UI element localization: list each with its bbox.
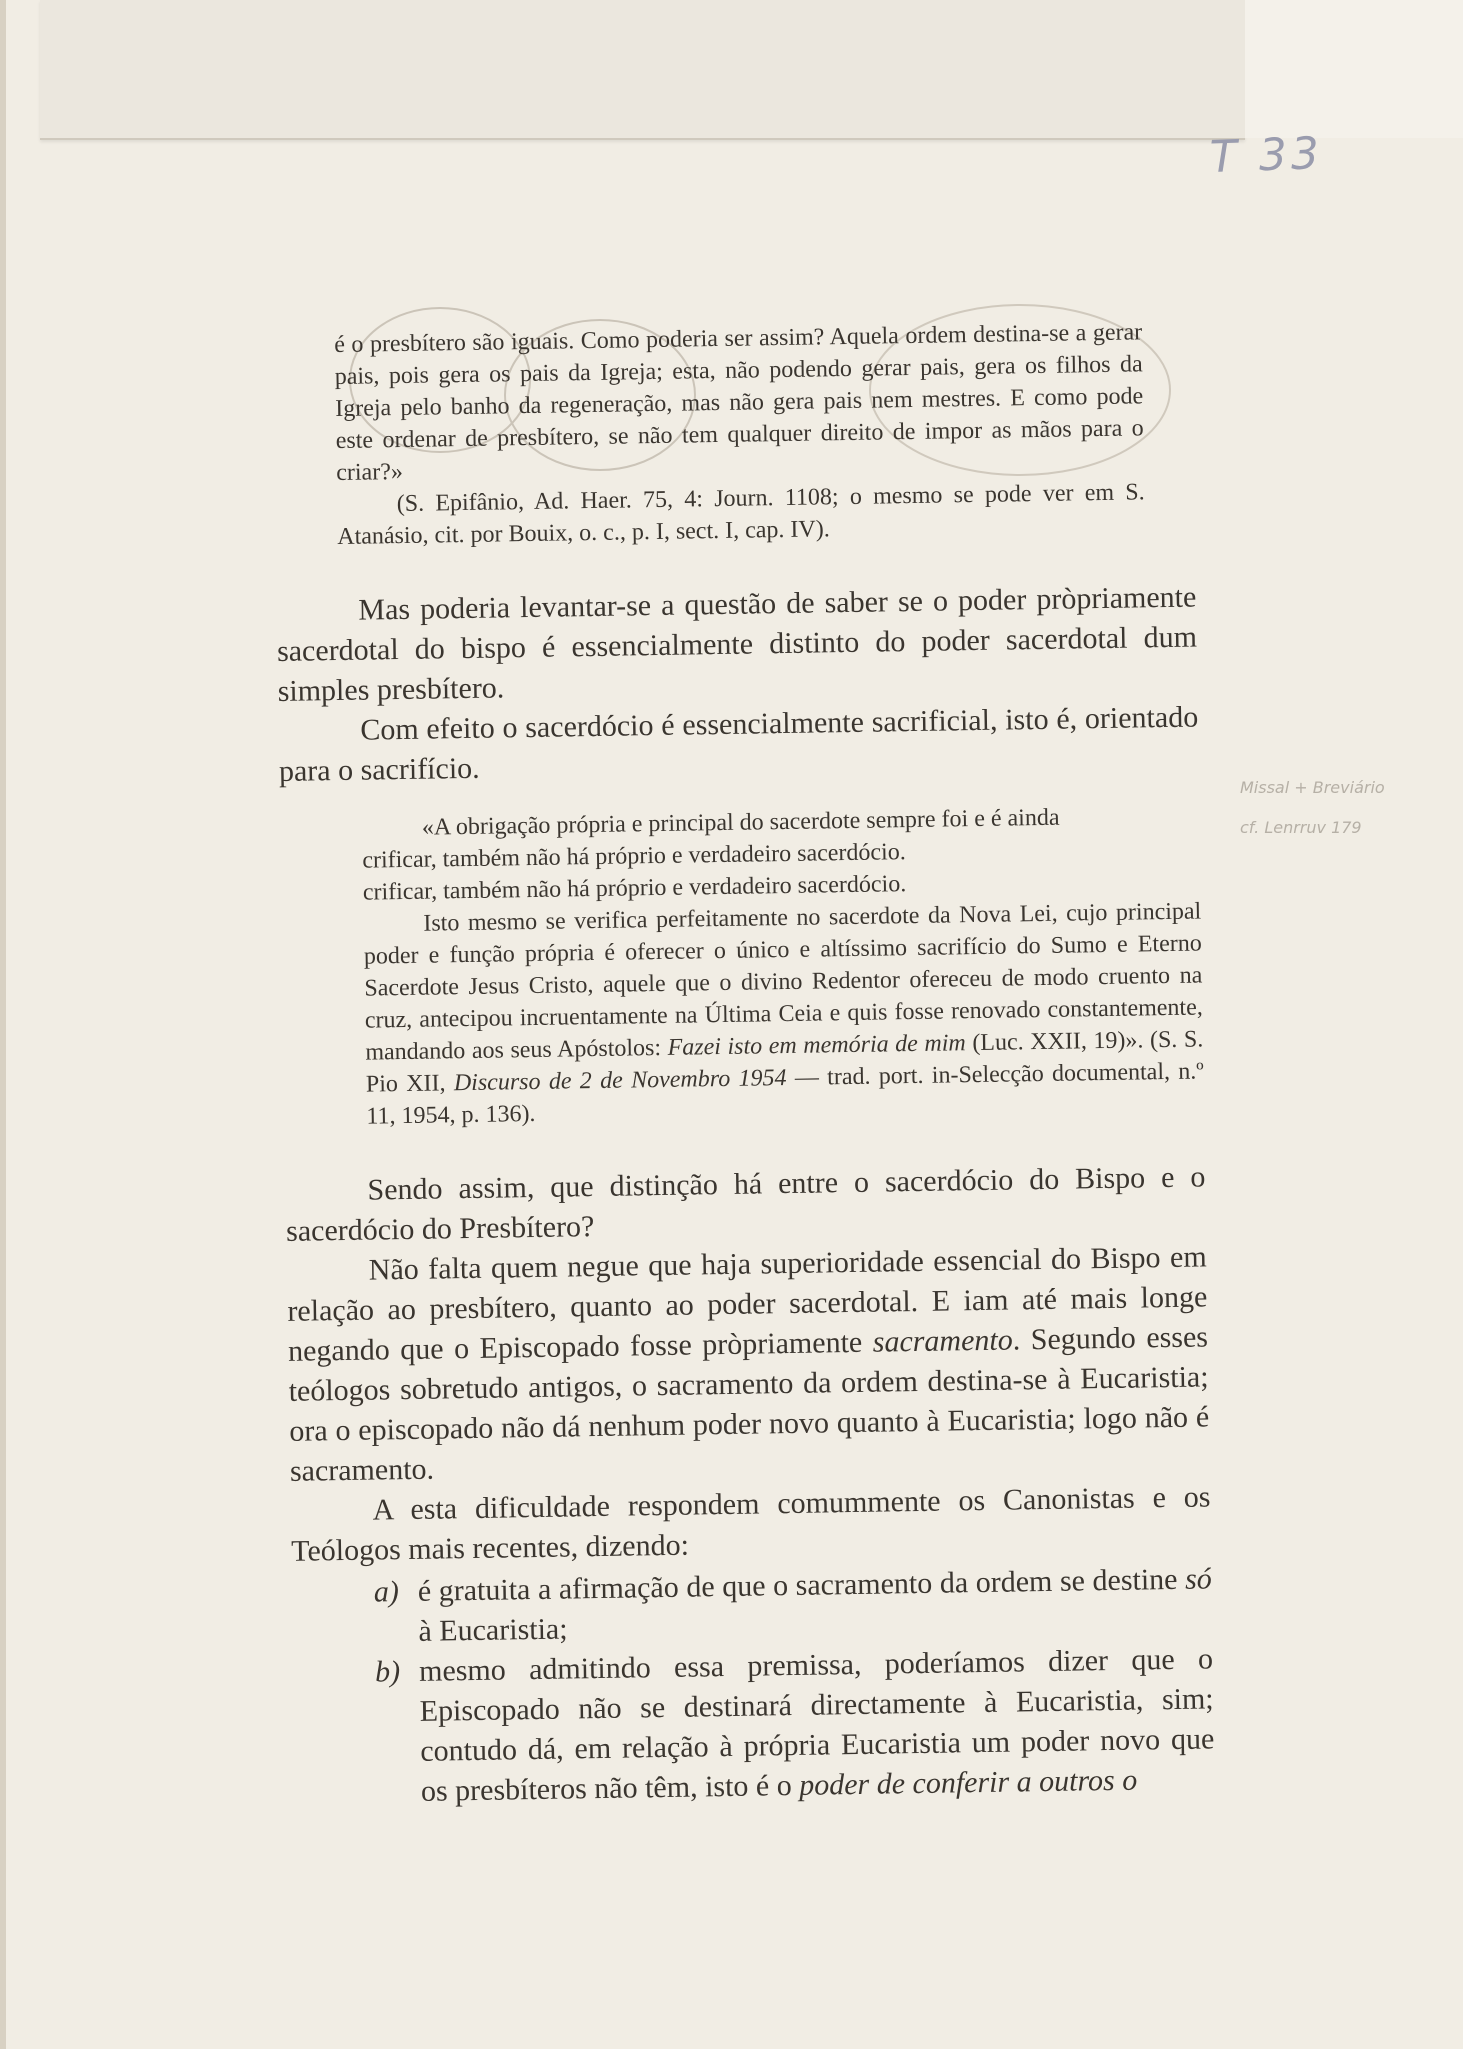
quotation-line: «A obrigação própria e principal do sacerdote sempre foi e é ainda [421,804,1060,841]
body-paragraphs-1 [276,578,1199,792]
handwritten-margin-note [1240,768,1440,848]
list-item [293,1639,1215,1813]
list-item-text: mesmo admitindo essa premissa, poderíamos dizer que o Episcopado não se destinará directamente à Eucaristia, sim; contudo dá, em relação à própria Eucaristia um poder novo que os presbíteros não têm, isto é o poder de conferir a outros o [418,1642,1215,1808]
margin-note-line-2: cf. Lenrruv 179 [1240,818,1362,837]
paragraph: A esta dificuldade respondem comummente os Canonistas e os Teólogos mais recentes, dizendo: [290,1480,1211,1568]
paragraph-text: . Segundo esses teólogos sobretudo antigos, o sacramento da ordem destina-se à Eucaristia; ora o episcopado não dá nenhum poder novo quanto à Eucaristia; logo não é sacramento. [288,1320,1210,1488]
quotation-text: — trad. port. in-Selecção documental, n.º 11, 1954, p. 136). [366,1058,1204,1130]
page-text [272,316,1215,1814]
archive-mark: T 33 [1209,128,1324,183]
quotation-italic: Discurso de 2 de Novembro 1954 [453,1065,787,1097]
quotation-line: crificar, também não há próprio e verdadeiro sacerdócio. [362,871,907,906]
block-quotation [280,799,1205,1133]
quotation-paragraph [363,895,1204,1132]
paragraph-italic: sacramento [872,1323,1013,1359]
list-marker: b) [374,1655,401,1689]
page-margin-top-right [1245,0,1463,138]
list-marker: a) [373,1575,400,1609]
quotation-reference: (S. Epifânio, Ad. Haer. 75, 4: Journ. 1108; o mesmo se pode ver em S. Atanásio, cit. por Bouix, o. c., p. I, sect. I, cap. IV). [337,479,1145,550]
paragraph-text: Não falta quem negue que haja superioridade essencial do Bispo em relação ao presbítero, quanto ao poder sacerdotal. E iam até mais longe negando que o Episcopado fosse pròpriamente [287,1240,1208,1368]
quotation-italic: Fazei isto em memória de mim [667,1030,966,1061]
margin-note-line-1: Missal + Breviário [1240,778,1385,797]
attached-paper-strip [40,0,1245,140]
body-paragraphs-2 [285,1157,1211,1571]
quotation-text: (Luc. XXII, 19)». (S. S. Pio XII, [365,1026,1204,1098]
quotation-text: Isto mesmo se verifica perfeitamente no sacerdote da Nova Lei, cujo principal poder e função própria é oferecer o único e altíssimo sacrifício do Sumo e Eterno Sacerdote Jesus Cristo, aquele que o divino Redentor ofereceu de modo cruento na cruz, antecipou incruentamente na Última Ceia e quis fosse renovado constantemente, mandando aos seus Apóstolos: [363,898,1203,1066]
page-edge [0,0,6,2049]
list-item [292,1559,1213,1653]
continued-quotation [272,316,1145,554]
quotation-line: crificar, também não há próprio e verdadeiro sacerdócio. [362,839,906,874]
answer-list [292,1559,1216,1813]
quotation-text: é o presbítero são iguais. Como poderia ser assim? Aquela ordem destina-se a gerar pais, pois gera os pais da Igreja; esta, não podendo gerar pais, gera os filhos da Igreja pelo banho da regeneração, mas não gera pais nem mestres. E como pode este ordenar de presbítero, se não tem qualquer direito de impor as mãos para o criar?» [334,319,1144,487]
paragraph: Com efeito o sacerdócio é essencialmente sacrificial, isto é, orientado para o sacrifício. [278,700,1199,788]
paragraph: Mas poderia levantar-se a questão de saber se o poder pròpriamente sacerdotal do bispo é essencialmente distinto do poder sacerdotal dum simples presbítero. [276,580,1198,708]
paragraph: Sendo assim, que distinção há entre o sacerdócio do Bispo e o sacerdócio do Presbítero? [285,1160,1206,1248]
list-item-text: é gratuita a afirmação de que o sacramento da ordem se destine só à Eucaristia; [417,1562,1212,1648]
paragraph [286,1237,1210,1491]
